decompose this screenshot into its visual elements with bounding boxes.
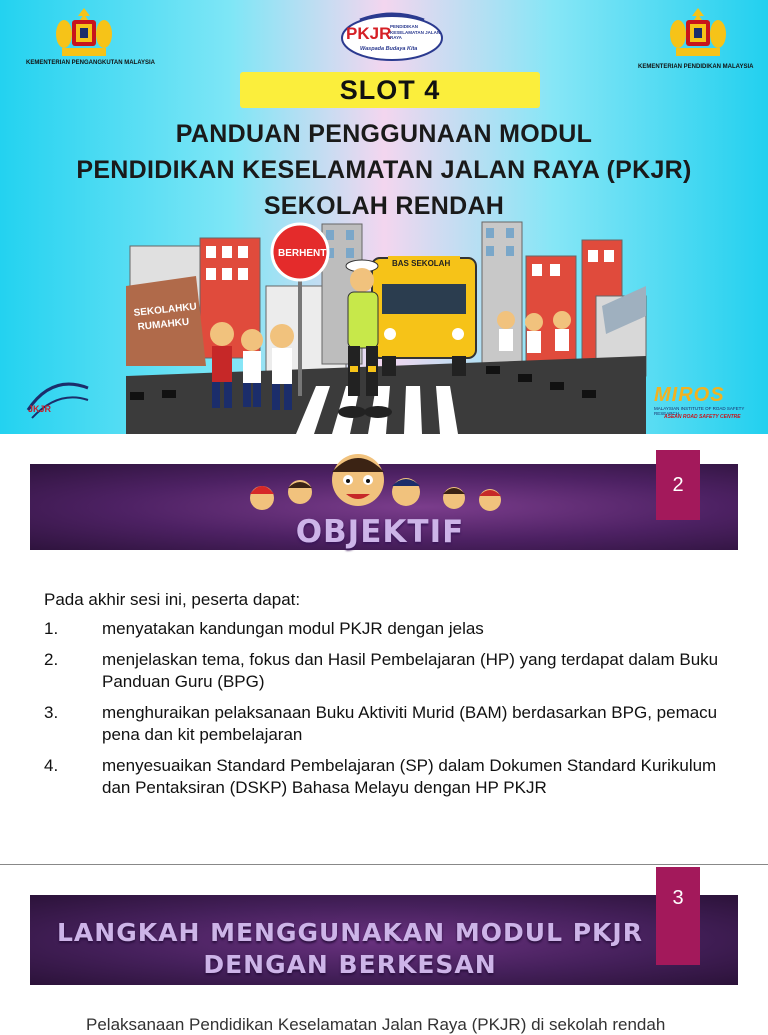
steps-heading-line-1: LANGKAH MENGGUNAKAN MODUL PKJR [57, 918, 643, 947]
list-item-text: menjelaskan tema, fokus dan Hasil Pembelajaran (HP) yang terdapat dalam Buku Panduan Guru (BPG) [102, 650, 719, 691]
steps-heading-line-2: DENGAN BERKESAN [203, 950, 497, 979]
cover-title-line-1: PANDUAN PENGGUNAAN MODUL [175, 120, 593, 148]
ministry-transport-label: KEMENTERIAN PENGANGKUTAN MALAYSIA [26, 60, 156, 66]
slide-3-body-text: Pelaksanaan Pendidikan Keselamatan Jalan Raya (PKJR) di sekolah rendah [86, 1015, 666, 1034]
miros-logo-subtext: MALAYSIAN INSTITUTE OF ROAD SAFETY RESEARCH [654, 406, 745, 416]
ministry-education-label: KEMENTERIAN PENDIDIKAN MALAYSIA [638, 64, 754, 70]
list-item [44, 702, 744, 746]
jkjr-logo-text: JKJR [28, 404, 52, 414]
miros-logo-text: MIROS [654, 384, 725, 406]
list-item-number: 3. [44, 703, 59, 722]
pkjr-logo-subtext: PENDIDIKAN KESELAMATAN JALAN RAYA [390, 24, 441, 40]
cover-title-line-2: PENDIDIKAN KESELAMATAN JALAN RAYA (PKJR) [76, 156, 692, 184]
pkjr-slogan: Waspada Budaya Kita [360, 46, 418, 52]
cover-title-line-3: SEKOLAH RENDAH [263, 192, 505, 220]
list-item-text: menyatakan kandungan modul PKJR dengan jelas [102, 619, 484, 638]
school-wall-text-2: RUMAHKU [137, 316, 190, 333]
jkjr-logo-icon [22, 380, 92, 424]
list-item-number: 4. [44, 756, 59, 775]
asean-road-safety-text: ASEAN ROAD SAFETY CENTRE [664, 414, 741, 420]
pkjr-logo-text: PKJR [346, 24, 392, 43]
list-item-number: 1. [44, 619, 59, 638]
slot-label: SLOT 4 [240, 72, 540, 108]
list-item [44, 618, 744, 640]
list-item-number: 2. [44, 650, 59, 669]
slide-3-steps [0, 865, 768, 1034]
road-safety-illustration [126, 216, 646, 434]
slide-number-badge: 2 [656, 450, 700, 520]
bus-sign-text: BAS SEKOLAH [392, 259, 451, 268]
objectives-list [44, 618, 744, 808]
slide-2-objectives [0, 434, 768, 864]
slide-1-cover [0, 0, 768, 434]
objectives-intro: Pada akhir sesi ini, peserta dapat: [44, 590, 301, 609]
school-bus-icon [372, 256, 476, 376]
malaysia-coat-of-arms-icon [54, 6, 114, 60]
malaysia-coat-of-arms-icon [668, 6, 728, 60]
children-waiting-figures [497, 311, 571, 353]
list-item-text: menghuraikan pelaksanaan Buku Aktiviti Murid (BAM) berdasarkan BPG, pemacu pena dan kit pembelajaran [102, 703, 718, 744]
stop-sign-text: BERHENTI [278, 248, 330, 259]
list-item [44, 755, 744, 799]
list-item [44, 649, 744, 693]
slide-number-badge: 3 [656, 867, 700, 965]
objectives-heading: OBJEKTIF [295, 514, 465, 550]
school-wall-text-1: SEKOLAHKU [133, 301, 198, 319]
steps-heading [30, 917, 670, 981]
list-item-text: menyesuaikan Standard Pembelajaran (SP) dalam Dokumen Standard Kurikulum dan Pentaksiran (DSKP) Bahasa Melayu dengan HP PKJR [102, 756, 717, 797]
